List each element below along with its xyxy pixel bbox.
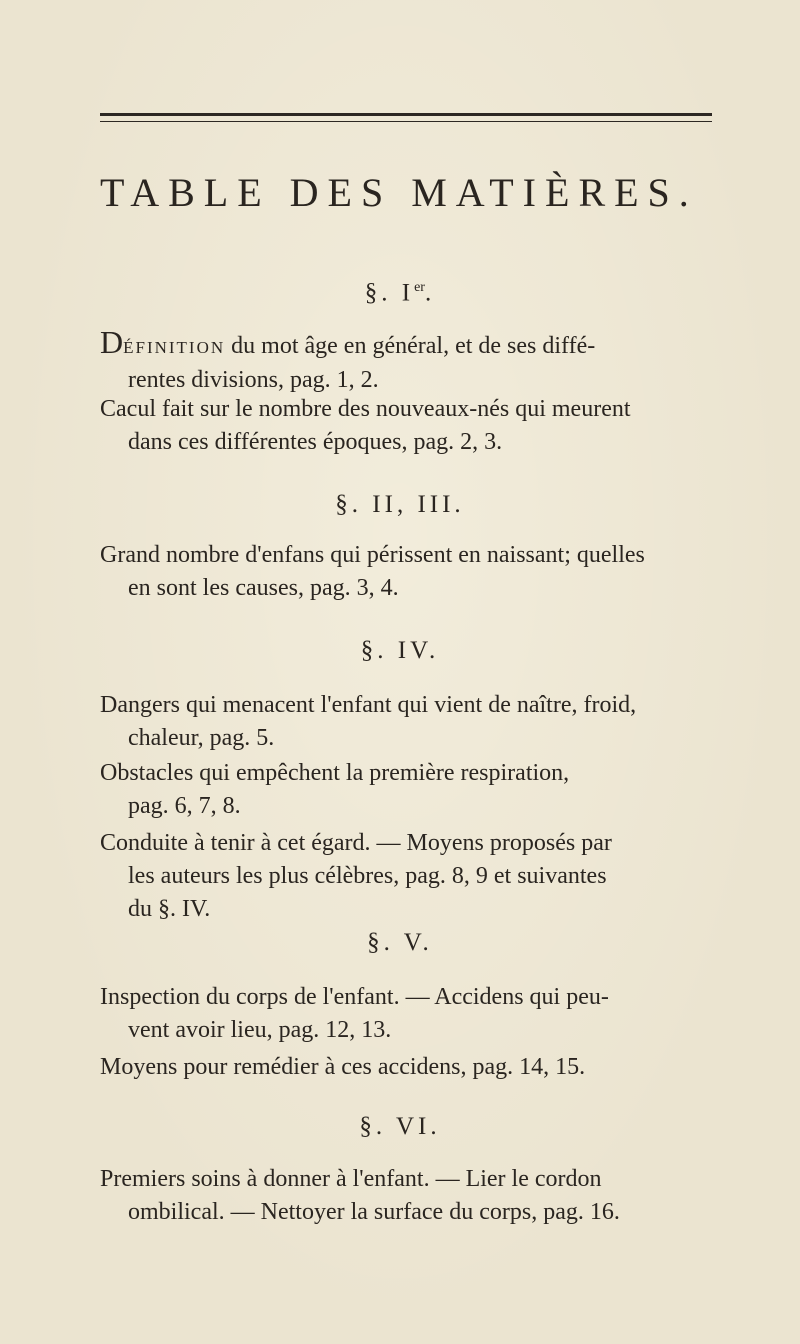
toc-entry: Inspection du corps de l'enfant. — Accidens qui peu- vent avoir lieu, pag. 12, 13. xyxy=(100,984,609,1043)
toc-entry: Grand nombre d'enfans qui périssent en naissant; quelles en sont les causes, pag. 3, 4. xyxy=(100,542,645,601)
section-heading-4: §. IV. xyxy=(360,637,440,664)
toc-entry: Dangers qui menacent l'enfant qui vient de naître, froid, chaleur, pag. 5. xyxy=(100,692,637,751)
section-heading-6: §. VI. xyxy=(359,1113,441,1140)
toc-entry: Conduite à tenir à cet égard. — Moyens proposés par les auteurs les plus célèbres, pag. 8, 9 et suivantes du §. IV. xyxy=(100,830,612,922)
drop-cap: D xyxy=(100,324,124,360)
section-heading-1: §. Ier. xyxy=(364,279,436,307)
toc-entry: Premiers soins à donner à l'enfant. — Lier le cordon ombilical. — Nettoyer la surface du corps, pag. 16. xyxy=(100,1166,620,1225)
toc-entry: Obstacles qui empêchent la première respiration, pag. 6, 7, 8. xyxy=(100,760,570,819)
page-title: TABLE DES MATIÈRES. xyxy=(100,170,698,215)
header-rule-thin xyxy=(100,121,712,122)
section-heading-5: §. V. xyxy=(367,929,433,956)
small-caps-word: ÉFINITION xyxy=(123,338,226,357)
section-heading-2-3: §. II, III. xyxy=(335,491,465,518)
toc-entry: Moyens pour remédier à ces accidens, pag. 14, 15. xyxy=(100,1054,586,1080)
header-rule-thick xyxy=(100,113,712,116)
toc-entry: Cacul fait sur le nombre des nouveaux-nés qui meurent dans ces différentes époques, pag. 2, 3. xyxy=(100,396,631,455)
toc-entry: DÉFINITION du mot âge en général, et de ses diffé- rentes divisions, pag. 1, 2. xyxy=(100,324,596,393)
